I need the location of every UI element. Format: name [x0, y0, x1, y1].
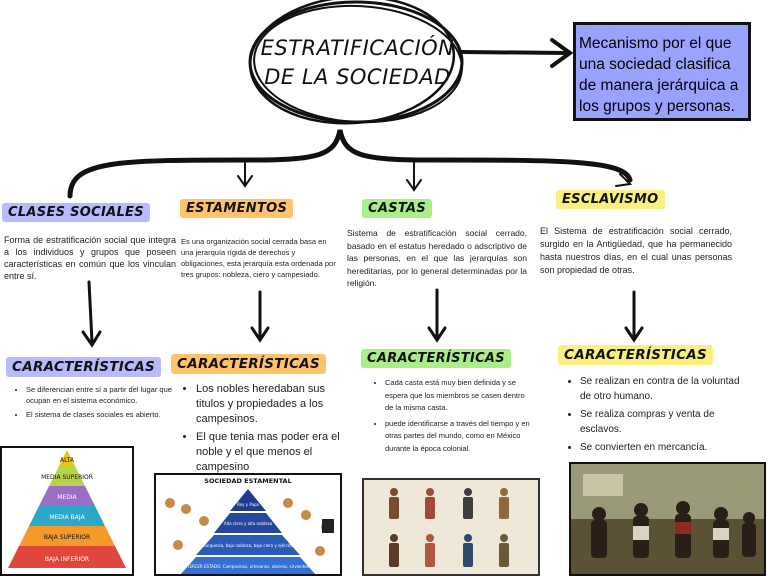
figure-level: Burguesía, bajo nobleza, bajo clero y ejército: [202, 543, 294, 548]
sociedad-estamental-graphic: [156, 475, 340, 575]
list-item: • Se realiza compras y venta de esclavos.: [580, 407, 750, 437]
list-item: • Se realizan en contra de la voluntad de otro humano.: [580, 374, 750, 404]
pyramid-label: MEDIA BAJA: [49, 514, 85, 521]
heading-esclavismo: ESCLAVISMO: [556, 190, 665, 209]
definition-box: Mecanismo por el que una sociedad clasifica de manera jerárquica a los grupos y personas.: [573, 22, 751, 121]
castas-figures-graphic: [364, 480, 538, 574]
title-line-2: DE LA SOCIEDAD: [264, 65, 451, 89]
esclavismo-painting-image: [569, 462, 766, 576]
characteristics-heading-clases: CARACTERÍSTICAS: [6, 357, 161, 377]
list-item: • El que tenia mas poder era el noble y el que menos el campesino: [196, 430, 354, 475]
list-item: • Cada casta está muy bien definida y se espera que los miembros se casen dentro de la misma casta.: [385, 377, 531, 415]
characteristics-heading-castas: CARACTERÍSTICAS: [361, 349, 511, 368]
characteristics-list-clases: [12, 384, 176, 423]
pyramid-label: ALTA: [60, 457, 74, 464]
list-item: • puede identificarse a través del tiempo y en otras partes del mundo, como en México durante la época colonial.: [385, 418, 531, 456]
description-clases-sociales: Forma de estratificación social que integra a los individuos y grupos que poseen características en común que los vinculan entre sí.: [4, 235, 176, 281]
figure-title: SOCIEDAD ESTAMENTAL: [204, 477, 292, 485]
description-castas: Sistema de estratificación social cerrado, basado en el estatus heredado o adscriptivo de las personas, en el que las jerarquías son hereditarias, por lo general determinadas por la religión.: [347, 228, 527, 288]
characteristics-heading-esclavismo: CARACTERÍSTICAS: [558, 345, 713, 365]
list-item: • Los nobles heredaban sus titulos y propiedades a los campesinos.: [196, 382, 354, 427]
pyramid-label: MEDIA SUPERIOR: [41, 474, 93, 481]
list-item: • Se diferencian entre sí a partir del lugar que ocupan en el sistema económico.: [26, 384, 176, 406]
description-esclavismo: El Sistema de estratificación social cerrado, surgido en la Antigüedad, que ha permanecido hasta nuestros días, en el cual unas personas son propiedad de otras.: [540, 226, 732, 275]
list-item: • El sistema de clases sociales es abierto.: [26, 409, 176, 420]
heading-clases-sociales: CLASES SOCIALES: [2, 203, 150, 222]
pyramid-label: MEDIA: [57, 494, 77, 501]
esclavismo-painting-graphic: [571, 464, 764, 574]
figure-level: TERCER ESTADO: Campesinos, artesanos, obreros, sirvientes: [187, 564, 309, 569]
characteristics-list-castas: [371, 377, 531, 458]
title-line-1: ESTRATIFICACIÓN: [260, 36, 455, 60]
characteristics-heading-estamentos: CARACTERÍSTICAS: [171, 354, 326, 374]
heading-castas: CASTAS: [362, 199, 432, 218]
figure-level: Alto clero y alta nobleza: [223, 521, 273, 526]
description-estamentos: Es una organización social cerrada basa en una jerarquía rígida de derechos y obligaciones, esta jerarquía esta ordenada por tres grupos: nobleza, ciero y campesiado.: [181, 237, 336, 279]
list-item: • Se convierten en mercancía.: [580, 440, 750, 455]
figure-level: Rey y Papa: [236, 502, 260, 507]
heading-estamentos: ESTAMENTOS: [180, 199, 293, 218]
pyramid-graphic: [2, 448, 132, 574]
castas-image: [362, 478, 540, 576]
pyramid-label: BAJA INFERIOR: [44, 556, 90, 563]
characteristics-list-esclavismo: [566, 374, 750, 458]
characteristics-list-estamentos: [182, 382, 354, 478]
sociedad-estamental-image: [154, 473, 342, 576]
pyramid-label: BAJA SUPERIOR: [43, 534, 91, 541]
pyramid-image: [0, 446, 134, 576]
diagram-title: [250, 34, 465, 92]
